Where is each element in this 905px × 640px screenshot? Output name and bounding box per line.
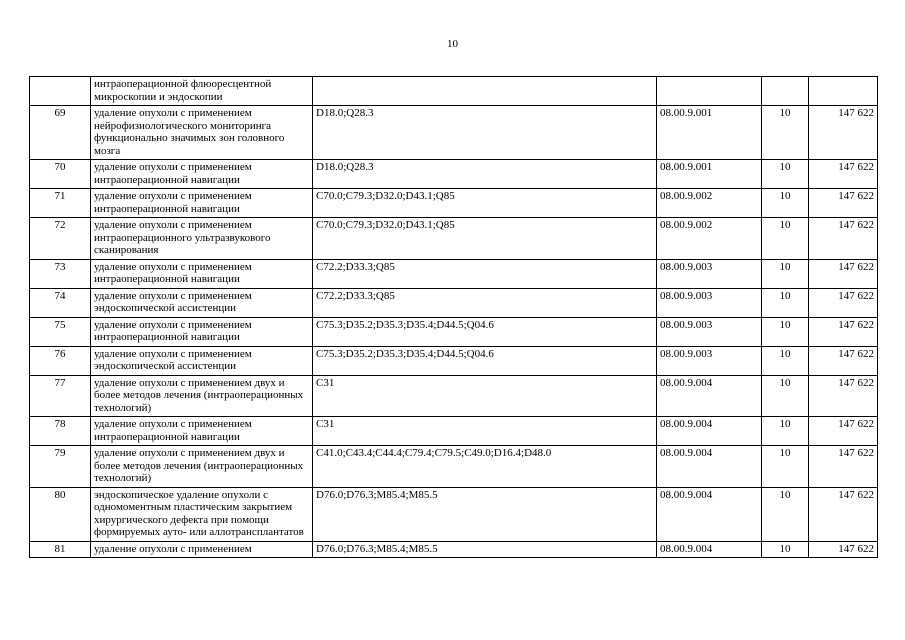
row-number: 71 — [30, 189, 91, 218]
group-code — [657, 77, 762, 106]
vmp-type: 10 — [762, 487, 809, 541]
procedures-table-body — [30, 77, 878, 558]
diagnosis-codes: C72.2;D33.3;Q85 — [313, 259, 657, 288]
page-number: 10 — [447, 38, 458, 50]
table-row — [30, 375, 878, 417]
procedure-name: интраоперационной флюоресцентной микроскопии и эндоскопии — [91, 77, 313, 106]
row-number — [30, 77, 91, 106]
vmp-type: 10 — [762, 541, 809, 558]
table-row — [30, 77, 878, 106]
vmp-type: 10 — [762, 106, 809, 160]
vmp-type: 10 — [762, 417, 809, 446]
cost-value: 147 622 — [809, 346, 878, 375]
procedure-name: удаление опухоли с применением интраоперационной навигации — [91, 417, 313, 446]
table-row — [30, 317, 878, 346]
vmp-type: 10 — [762, 288, 809, 317]
cost-value — [809, 77, 878, 106]
row-number: 69 — [30, 106, 91, 160]
procedure-name: удаление опухоли с применением эндоскопической ассистенции — [91, 288, 313, 317]
cost-value: 147 622 — [809, 375, 878, 417]
procedure-name: удаление опухоли с применением интраоперационного ультразвукового сканирования — [91, 218, 313, 260]
row-number: 70 — [30, 160, 91, 189]
row-number: 72 — [30, 218, 91, 260]
group-code: 08.00.9.004 — [657, 446, 762, 488]
cost-value: 147 622 — [809, 417, 878, 446]
procedure-name: удаление опухоли с применением — [91, 541, 313, 558]
row-number: 75 — [30, 317, 91, 346]
row-number: 76 — [30, 346, 91, 375]
diagnosis-codes: C75.3;D35.2;D35.3;D35.4;D44.5;Q04.6 — [313, 317, 657, 346]
procedure-name: удаление опухоли с применением интраоперационной навигации — [91, 317, 313, 346]
cost-value: 147 622 — [809, 189, 878, 218]
diagnosis-codes: C75.3;D35.2;D35.3;D35.4;D44.5;Q04.6 — [313, 346, 657, 375]
table-row — [30, 446, 878, 488]
table-row — [30, 346, 878, 375]
table-row — [30, 218, 878, 260]
table-row — [30, 541, 878, 558]
procedure-name: удаление опухоли с применением двух и более методов лечения (интраоперационных технологий) — [91, 446, 313, 488]
diagnosis-codes: C41.0;C43.4;C44.4;C79.4;C79.5;C49.0;D16.4;D48.0 — [313, 446, 657, 488]
diagnosis-codes: D18.0;Q28.3 — [313, 106, 657, 160]
procedure-name: удаление опухоли с применением интраоперационной навигации — [91, 160, 313, 189]
cost-value: 147 622 — [809, 218, 878, 260]
diagnosis-codes: C70.0;C79.3;D32.0;D43.1;Q85 — [313, 218, 657, 260]
group-code: 08.00.9.003 — [657, 346, 762, 375]
group-code: 08.00.9.004 — [657, 487, 762, 541]
procedure-name: эндоскопическое удаление опухоли с одномоментным пластическим закрытием хирургического дефекта при помощи формируемых ауто- или аллотрансплантатов — [91, 487, 313, 541]
cost-value: 147 622 — [809, 487, 878, 541]
vmp-type: 10 — [762, 375, 809, 417]
diagnosis-codes: D76.0;D76.3;M85.4;M85.5 — [313, 487, 657, 541]
vmp-type: 10 — [762, 346, 809, 375]
procedure-name: удаление опухоли с применением интраоперационной навигации — [91, 189, 313, 218]
vmp-type: 10 — [762, 259, 809, 288]
group-code: 08.00.9.003 — [657, 288, 762, 317]
group-code: 08.00.9.002 — [657, 218, 762, 260]
vmp-type: 10 — [762, 189, 809, 218]
group-code: 08.00.9.003 — [657, 317, 762, 346]
table-row — [30, 106, 878, 160]
group-code: 08.00.9.004 — [657, 417, 762, 446]
row-number: 80 — [30, 487, 91, 541]
procedure-name: удаление опухоли с применением нейрофизиологического мониторинга функционально значимых зон головного мозга — [91, 106, 313, 160]
procedure-name: удаление опухоли с применением интраоперационной навигации — [91, 259, 313, 288]
vmp-type: 10 — [762, 218, 809, 260]
diagnosis-codes: C31 — [313, 417, 657, 446]
row-number: 79 — [30, 446, 91, 488]
vmp-type — [762, 77, 809, 106]
group-code: 08.00.9.004 — [657, 375, 762, 417]
table-row — [30, 259, 878, 288]
table-row — [30, 288, 878, 317]
diagnosis-codes: C31 — [313, 375, 657, 417]
procedures-table — [29, 76, 878, 558]
cost-value: 147 622 — [809, 541, 878, 558]
cost-value: 147 622 — [809, 288, 878, 317]
diagnosis-codes: C70.0;C79.3;D32.0;D43.1;Q85 — [313, 189, 657, 218]
group-code: 08.00.9.003 — [657, 259, 762, 288]
row-number: 77 — [30, 375, 91, 417]
table-row — [30, 189, 878, 218]
diagnosis-codes: C72.2;D33.3;Q85 — [313, 288, 657, 317]
cost-value: 147 622 — [809, 259, 878, 288]
row-number: 81 — [30, 541, 91, 558]
procedure-name: удаление опухоли с применением эндоскопической ассистенции — [91, 346, 313, 375]
vmp-type: 10 — [762, 446, 809, 488]
group-code: 08.00.9.001 — [657, 160, 762, 189]
vmp-type: 10 — [762, 317, 809, 346]
cost-value: 147 622 — [809, 317, 878, 346]
group-code: 08.00.9.004 — [657, 541, 762, 558]
cost-value: 147 622 — [809, 446, 878, 488]
group-code: 08.00.9.001 — [657, 106, 762, 160]
cost-value: 147 622 — [809, 160, 878, 189]
table-row — [30, 417, 878, 446]
diagnosis-codes: D76.0;D76.3;M85.4;M85.5 — [313, 541, 657, 558]
diagnosis-codes — [313, 77, 657, 106]
row-number: 74 — [30, 288, 91, 317]
row-number: 73 — [30, 259, 91, 288]
vmp-type: 10 — [762, 160, 809, 189]
table-row — [30, 487, 878, 541]
group-code: 08.00.9.002 — [657, 189, 762, 218]
diagnosis-codes: D18.0;Q28.3 — [313, 160, 657, 189]
row-number: 78 — [30, 417, 91, 446]
procedure-name: удаление опухоли с применением двух и более методов лечения (интраоперационных технологий) — [91, 375, 313, 417]
cost-value: 147 622 — [809, 106, 878, 160]
table-row — [30, 160, 878, 189]
